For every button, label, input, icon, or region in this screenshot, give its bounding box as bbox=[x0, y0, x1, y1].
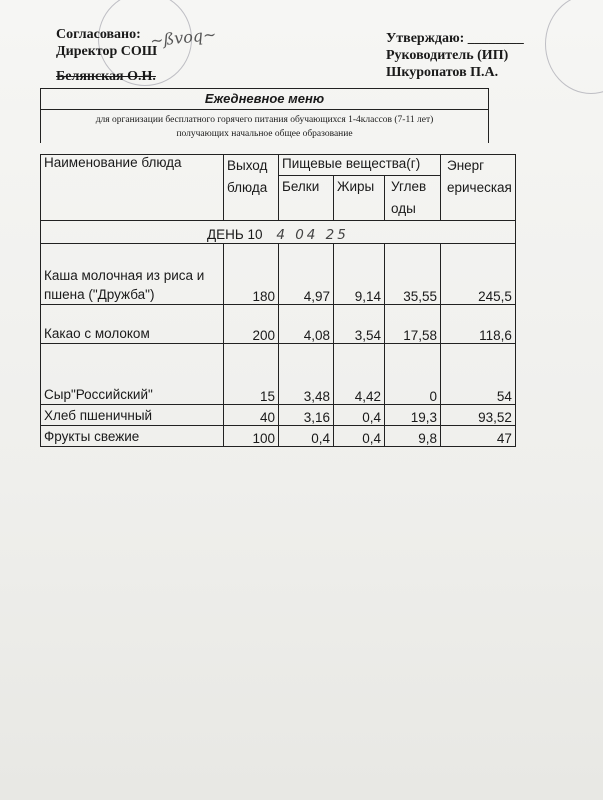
dish-fat: 4,42 bbox=[334, 344, 385, 405]
dish-fat: 3,54 bbox=[334, 305, 385, 344]
dish-fat: 0,4 bbox=[334, 426, 385, 447]
dish-output: 100 bbox=[224, 426, 279, 447]
dish-name: Какао с молоком bbox=[41, 305, 224, 344]
dish-protein: 0,4 bbox=[279, 426, 334, 447]
dish-carbs: 19,3 bbox=[385, 405, 441, 426]
dish-energy: 54 bbox=[441, 344, 516, 405]
dish-energy: 118,6 bbox=[441, 305, 516, 344]
dish-carbs: 9,8 bbox=[385, 426, 441, 447]
day-row bbox=[41, 221, 516, 244]
approval-left-name: Белянская О.Н. bbox=[56, 69, 156, 84]
dish-protein: 3,16 bbox=[279, 405, 334, 426]
stamp-seal-right bbox=[545, 0, 603, 94]
dish-output: 200 bbox=[224, 305, 279, 344]
approval-left-line2: Директор СОШ bbox=[56, 44, 158, 59]
approval-right-line1: Утверждаю: ________ bbox=[386, 31, 524, 46]
col-output-header: Выход блюда bbox=[224, 155, 279, 221]
dish-energy: 47 bbox=[441, 426, 516, 447]
dish-carbs: 0 bbox=[385, 344, 441, 405]
dish-name: Фрукты свежие bbox=[41, 426, 224, 447]
approval-right-line2: Руководитель (ИП) bbox=[386, 48, 509, 63]
col-name-header: Наименование блюда bbox=[41, 155, 224, 221]
dish-energy: 93,52 bbox=[441, 405, 516, 426]
table-header-row bbox=[41, 155, 516, 176]
dish-fat: 9,14 bbox=[334, 244, 385, 305]
table-row bbox=[41, 426, 516, 447]
signature-mark: ~ßvoq~ bbox=[149, 24, 218, 51]
menu-subtitle-2: получающих начальное общее образование bbox=[40, 128, 489, 143]
col-protein-header: Белки bbox=[279, 176, 334, 221]
dish-carbs: 35,55 bbox=[385, 244, 441, 305]
dish-name: Хлеб пшеничный bbox=[41, 405, 224, 426]
table-row bbox=[41, 305, 516, 344]
dish-protein: 4,97 bbox=[279, 244, 334, 305]
approval-block-right bbox=[386, 30, 524, 81]
menu-title: Ежедневное меню bbox=[40, 88, 489, 110]
menu-header-block bbox=[40, 88, 489, 143]
dish-output: 180 bbox=[224, 244, 279, 305]
day-date-handwritten: 4 04 25 bbox=[276, 227, 349, 243]
col-carbs-header: Углев оды bbox=[385, 176, 441, 221]
dish-name: Сыр"Российский" bbox=[41, 344, 224, 405]
table-row bbox=[41, 405, 516, 426]
col-energy-header: Энерг ерическая bbox=[441, 155, 516, 221]
dish-carbs: 17,58 bbox=[385, 305, 441, 344]
day-label: ДЕНЬ 10 bbox=[207, 227, 263, 242]
col-nutrients-header: Пищевые вещества(г) bbox=[279, 155, 441, 176]
menu-table bbox=[40, 154, 516, 447]
approval-right-name: Шкуропатов П.А. bbox=[386, 65, 499, 80]
table-row bbox=[41, 244, 516, 305]
dish-protein: 3,48 bbox=[279, 344, 334, 405]
menu-subtitle-1: для организации бесплатного горячего питания обучающихся 1-4классов (7-11 лет) bbox=[40, 110, 489, 128]
dish-protein: 4,08 bbox=[279, 305, 334, 344]
table-row bbox=[41, 344, 516, 405]
dish-output: 40 bbox=[224, 405, 279, 426]
dish-fat: 0,4 bbox=[334, 405, 385, 426]
dish-name: Каша молочная из риса и пшена ("Дружба") bbox=[41, 244, 224, 305]
approval-block-left bbox=[56, 26, 157, 85]
dish-energy: 245,5 bbox=[441, 244, 516, 305]
day-cell bbox=[41, 221, 516, 244]
approval-left-line1: Согласовано: bbox=[56, 27, 141, 42]
dish-output: 15 bbox=[224, 344, 279, 405]
col-fat-header: Жиры bbox=[334, 176, 385, 221]
